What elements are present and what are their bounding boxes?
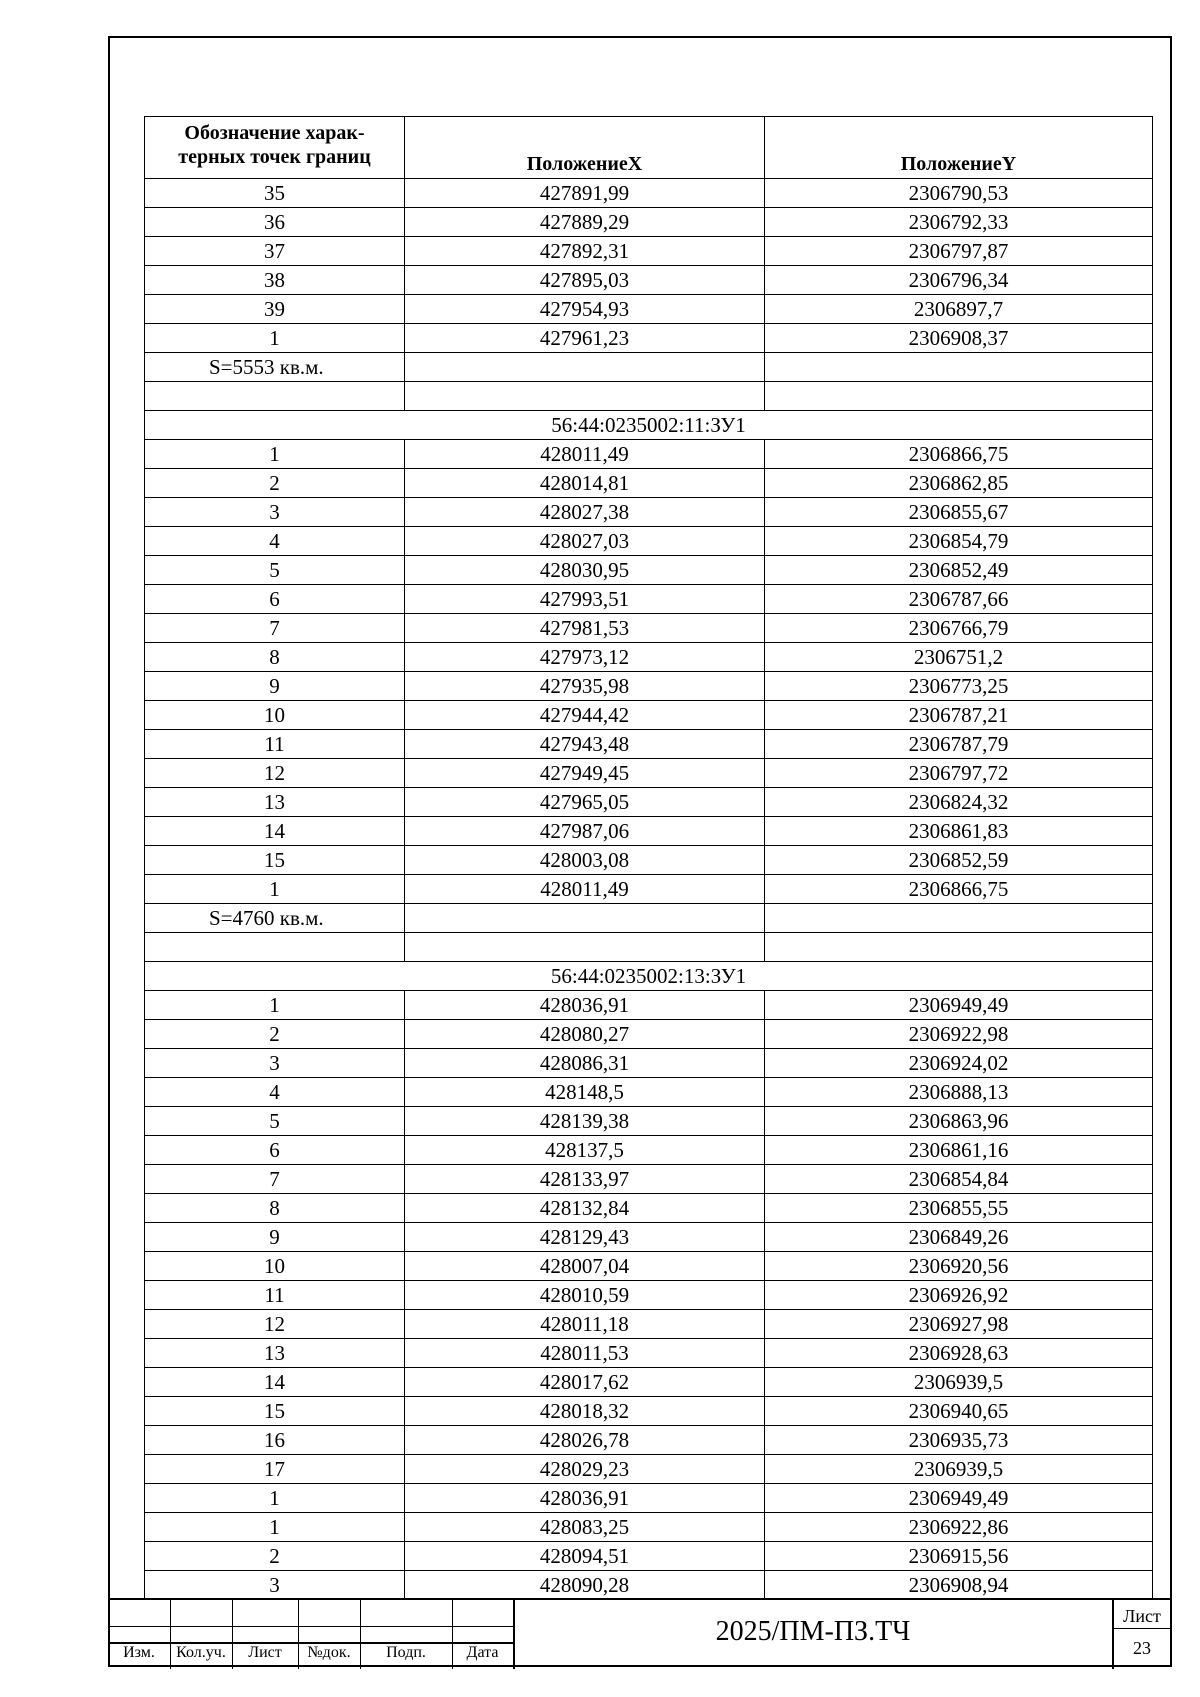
table-row xyxy=(145,875,1153,904)
point-number-cell: 37 xyxy=(145,237,405,266)
area-cell: S=4760 кв.м. xyxy=(145,904,405,933)
position-y-cell: 2306796,34 xyxy=(765,266,1153,295)
coordinates-table xyxy=(144,116,1153,1600)
table-row xyxy=(145,266,1153,295)
position-y-cell: 2306866,75 xyxy=(765,875,1153,904)
position-y-cell: 2306824,32 xyxy=(765,788,1153,817)
position-x-cell: 427954,93 xyxy=(405,295,765,324)
position-x-cell: 427891,99 xyxy=(405,179,765,208)
point-number-cell: 10 xyxy=(145,1252,405,1281)
table-row xyxy=(145,614,1153,643)
position-y-cell: 2306849,26 xyxy=(765,1223,1153,1252)
position-y-cell: 2306926,92 xyxy=(765,1281,1153,1310)
section-cadastral-number: 56:44:0235002:13:ЗУ1 xyxy=(145,962,1153,991)
position-x-cell: 428014,81 xyxy=(405,469,765,498)
point-number-cell: 15 xyxy=(145,846,405,875)
point-number-cell: 3 xyxy=(145,498,405,527)
point-number-cell: 2 xyxy=(145,1020,405,1049)
sheet-number: 23 xyxy=(1133,1638,1151,1658)
position-x-cell: 427895,03 xyxy=(405,266,765,295)
table-row xyxy=(145,730,1153,759)
point-number-cell: 38 xyxy=(145,266,405,295)
position-x-cell: 428036,91 xyxy=(405,991,765,1020)
position-x-cell: 428094,51 xyxy=(405,1542,765,1571)
table-row xyxy=(145,759,1153,788)
position-y-cell: 2306939,5 xyxy=(765,1368,1153,1397)
table-row xyxy=(145,1484,1153,1513)
point-number-cell: 1 xyxy=(145,1513,405,1542)
position-x-cell: 428132,84 xyxy=(405,1194,765,1223)
empty-cell xyxy=(145,382,405,411)
point-number-cell: 17 xyxy=(145,1455,405,1484)
position-x-cell: 427965,05 xyxy=(405,788,765,817)
position-x-cell: 428011,18 xyxy=(405,1310,765,1339)
table-row xyxy=(145,498,1153,527)
table-row xyxy=(145,1049,1153,1078)
header-position-x: ПоложениеX xyxy=(405,117,765,179)
position-y-cell: 2306935,73 xyxy=(765,1426,1153,1455)
point-number-cell: 14 xyxy=(145,817,405,846)
point-number-cell: 35 xyxy=(145,179,405,208)
section-row xyxy=(145,962,1153,991)
table-row xyxy=(145,1397,1153,1426)
empty-cell xyxy=(145,933,405,962)
position-y-cell: 2306924,02 xyxy=(765,1049,1153,1078)
point-number-cell: 10 xyxy=(145,701,405,730)
table-row xyxy=(145,672,1153,701)
empty-cell xyxy=(765,382,1153,411)
stamp-label-sheet: Лист xyxy=(248,1644,282,1661)
position-x-cell: 428011,49 xyxy=(405,440,765,469)
table-row xyxy=(145,295,1153,324)
position-x-cell: 428086,31 xyxy=(405,1049,765,1078)
position-x-cell: 427889,29 xyxy=(405,208,765,237)
position-x-cell: 427943,48 xyxy=(405,730,765,759)
empty-cell xyxy=(765,904,1153,933)
table-row xyxy=(145,643,1153,672)
table-row xyxy=(145,1136,1153,1165)
position-x-cell: 427944,42 xyxy=(405,701,765,730)
table-row xyxy=(145,1339,1153,1368)
position-y-cell: 2306797,87 xyxy=(765,237,1153,266)
position-y-cell: 2306854,79 xyxy=(765,527,1153,556)
point-number-cell: 5 xyxy=(145,1107,405,1136)
table-row xyxy=(145,991,1153,1020)
point-number-cell: 1 xyxy=(145,875,405,904)
position-y-cell: 2306787,66 xyxy=(765,585,1153,614)
table-row xyxy=(145,817,1153,846)
position-x-cell: 428029,23 xyxy=(405,1455,765,1484)
section-row xyxy=(145,411,1153,440)
point-number-cell: 1 xyxy=(145,440,405,469)
position-y-cell: 2306862,85 xyxy=(765,469,1153,498)
position-x-cell: 427935,98 xyxy=(405,672,765,701)
position-y-cell: 2306949,49 xyxy=(765,1484,1153,1513)
position-y-cell: 2306852,59 xyxy=(765,846,1153,875)
position-x-cell: 428027,38 xyxy=(405,498,765,527)
table-row xyxy=(145,701,1153,730)
position-x-cell: 428133,97 xyxy=(405,1165,765,1194)
position-x-cell: 427981,53 xyxy=(405,614,765,643)
position-x-cell: 428011,53 xyxy=(405,1339,765,1368)
table-row xyxy=(145,469,1153,498)
position-y-cell: 2306888,13 xyxy=(765,1078,1153,1107)
position-x-cell: 427987,06 xyxy=(405,817,765,846)
position-x-cell: 428083,25 xyxy=(405,1513,765,1542)
point-number-cell: 8 xyxy=(145,643,405,672)
position-x-cell: 428018,32 xyxy=(405,1397,765,1426)
position-x-cell: 428010,59 xyxy=(405,1281,765,1310)
table-row xyxy=(145,324,1153,353)
point-number-cell: 1 xyxy=(145,991,405,1020)
table-header-row xyxy=(145,117,1153,179)
empty-cell xyxy=(405,904,765,933)
point-number-cell: 2 xyxy=(145,469,405,498)
header-point-designation: Обозначение харак- терных точек границ xyxy=(145,117,405,179)
point-number-cell: 11 xyxy=(145,1281,405,1310)
table-row xyxy=(145,1165,1153,1194)
point-number-cell: 11 xyxy=(145,730,405,759)
position-y-cell: 2306766,79 xyxy=(765,614,1153,643)
position-y-cell: 2306863,96 xyxy=(765,1107,1153,1136)
point-number-cell: 3 xyxy=(145,1049,405,1078)
table-row xyxy=(145,440,1153,469)
point-number-cell: 3 xyxy=(145,1571,405,1600)
point-number-cell: 36 xyxy=(145,208,405,237)
table-row xyxy=(145,1571,1153,1600)
point-number-cell: 8 xyxy=(145,1194,405,1223)
position-y-cell: 2306908,94 xyxy=(765,1571,1153,1600)
point-number-cell: 2 xyxy=(145,1542,405,1571)
position-x-cell: 428027,03 xyxy=(405,527,765,556)
table-row xyxy=(145,846,1153,875)
position-x-cell: 428003,08 xyxy=(405,846,765,875)
position-y-cell: 2306852,49 xyxy=(765,556,1153,585)
table-row xyxy=(145,1426,1153,1455)
position-x-cell: 427961,23 xyxy=(405,324,765,353)
point-number-cell: 13 xyxy=(145,1339,405,1368)
table-row xyxy=(145,1281,1153,1310)
point-number-cell: 6 xyxy=(145,585,405,614)
position-y-cell: 2306866,75 xyxy=(765,440,1153,469)
point-number-cell: 7 xyxy=(145,1165,405,1194)
table-row xyxy=(145,1455,1153,1484)
point-number-cell: 16 xyxy=(145,1426,405,1455)
empty-cell xyxy=(765,353,1153,382)
position-x-cell: 428030,95 xyxy=(405,556,765,585)
position-x-cell: 427892,31 xyxy=(405,237,765,266)
table-row xyxy=(145,1223,1153,1252)
point-number-cell: 14 xyxy=(145,1368,405,1397)
table-row xyxy=(145,1078,1153,1107)
position-y-cell: 2306897,7 xyxy=(765,295,1153,324)
position-x-cell: 428080,27 xyxy=(405,1020,765,1049)
table-row xyxy=(145,1542,1153,1571)
position-y-cell: 2306792,33 xyxy=(765,208,1153,237)
sheet-label: Лист xyxy=(1123,1606,1161,1626)
blank-row xyxy=(145,933,1153,962)
empty-cell xyxy=(765,933,1153,962)
position-x-cell: 428148,5 xyxy=(405,1078,765,1107)
position-y-cell: 2306927,98 xyxy=(765,1310,1153,1339)
position-y-cell: 2306751,2 xyxy=(765,643,1153,672)
position-y-cell: 2306790,53 xyxy=(765,179,1153,208)
position-y-cell: 2306949,49 xyxy=(765,991,1153,1020)
table-row xyxy=(145,585,1153,614)
point-number-cell: 9 xyxy=(145,672,405,701)
point-number-cell: 9 xyxy=(145,1223,405,1252)
blank-row xyxy=(145,382,1153,411)
stamp-label-count: Кол.уч. xyxy=(176,1644,226,1661)
empty-cell xyxy=(405,933,765,962)
position-x-cell: 428007,04 xyxy=(405,1252,765,1281)
table-row xyxy=(145,1513,1153,1542)
table-row xyxy=(145,1107,1153,1136)
area-row xyxy=(145,353,1153,382)
position-x-cell: 428017,62 xyxy=(405,1368,765,1397)
position-x-cell: 428036,91 xyxy=(405,1484,765,1513)
table-body xyxy=(145,179,1153,1600)
position-y-cell: 2306940,65 xyxy=(765,1397,1153,1426)
stamp-label-change: Изм. xyxy=(123,1644,155,1661)
point-number-cell: 12 xyxy=(145,1310,405,1339)
empty-cell xyxy=(405,353,765,382)
empty-cell xyxy=(405,382,765,411)
document-code: 2025/ПМ-ПЗ.ТЧ xyxy=(715,1616,911,1647)
point-number-cell: 13 xyxy=(145,788,405,817)
point-number-cell: 4 xyxy=(145,527,405,556)
position-y-cell: 2306922,98 xyxy=(765,1020,1153,1049)
position-x-cell: 428139,38 xyxy=(405,1107,765,1136)
position-y-cell: 2306787,21 xyxy=(765,701,1153,730)
stamp-label-signature: Подп. xyxy=(386,1644,426,1661)
position-y-cell: 2306797,72 xyxy=(765,759,1153,788)
position-y-cell: 2306939,5 xyxy=(765,1455,1153,1484)
point-number-cell: 1 xyxy=(145,1484,405,1513)
stamp-label-date: Дата xyxy=(466,1644,499,1661)
position-y-cell: 2306920,56 xyxy=(765,1252,1153,1281)
header-position-y: ПоложениеY xyxy=(765,117,1153,179)
position-x-cell: 428137,5 xyxy=(405,1136,765,1165)
table-row xyxy=(145,237,1153,266)
area-cell: S=5553 кв.м. xyxy=(145,353,405,382)
table-row xyxy=(145,1252,1153,1281)
point-number-cell: 5 xyxy=(145,556,405,585)
table-row xyxy=(145,1310,1153,1339)
point-number-cell: 7 xyxy=(145,614,405,643)
position-x-cell: 428090,28 xyxy=(405,1571,765,1600)
position-x-cell: 427993,51 xyxy=(405,585,765,614)
stamp-label-docnum: №док. xyxy=(307,1644,351,1661)
position-y-cell: 2306787,79 xyxy=(765,730,1153,759)
point-number-cell: 12 xyxy=(145,759,405,788)
position-y-cell: 2306908,37 xyxy=(765,324,1153,353)
position-x-cell: 427949,45 xyxy=(405,759,765,788)
table-row xyxy=(145,1020,1153,1049)
table-row xyxy=(145,527,1153,556)
point-number-cell: 15 xyxy=(145,1397,405,1426)
position-x-cell: 428026,78 xyxy=(405,1426,765,1455)
position-y-cell: 2306915,56 xyxy=(765,1542,1153,1571)
position-y-cell: 2306861,16 xyxy=(765,1136,1153,1165)
table-row xyxy=(145,788,1153,817)
table-row xyxy=(145,179,1153,208)
position-x-cell: 427973,12 xyxy=(405,643,765,672)
area-row xyxy=(145,904,1153,933)
position-y-cell: 2306861,83 xyxy=(765,817,1153,846)
table-row xyxy=(145,1368,1153,1397)
table-row xyxy=(145,1194,1153,1223)
point-number-cell: 39 xyxy=(145,295,405,324)
point-number-cell: 4 xyxy=(145,1078,405,1107)
position-y-cell: 2306855,67 xyxy=(765,498,1153,527)
position-y-cell: 2306855,55 xyxy=(765,1194,1153,1223)
position-y-cell: 2306922,86 xyxy=(765,1513,1153,1542)
section-cadastral-number: 56:44:0235002:11:ЗУ1 xyxy=(145,411,1153,440)
title-block xyxy=(108,1598,1172,1667)
position-y-cell: 2306928,63 xyxy=(765,1339,1153,1368)
table-row xyxy=(145,556,1153,585)
position-y-cell: 2306773,25 xyxy=(765,672,1153,701)
point-number-cell: 1 xyxy=(145,324,405,353)
position-x-cell: 428011,49 xyxy=(405,875,765,904)
point-number-cell: 6 xyxy=(145,1136,405,1165)
position-x-cell: 428129,43 xyxy=(405,1223,765,1252)
position-y-cell: 2306854,84 xyxy=(765,1165,1153,1194)
table-row xyxy=(145,208,1153,237)
